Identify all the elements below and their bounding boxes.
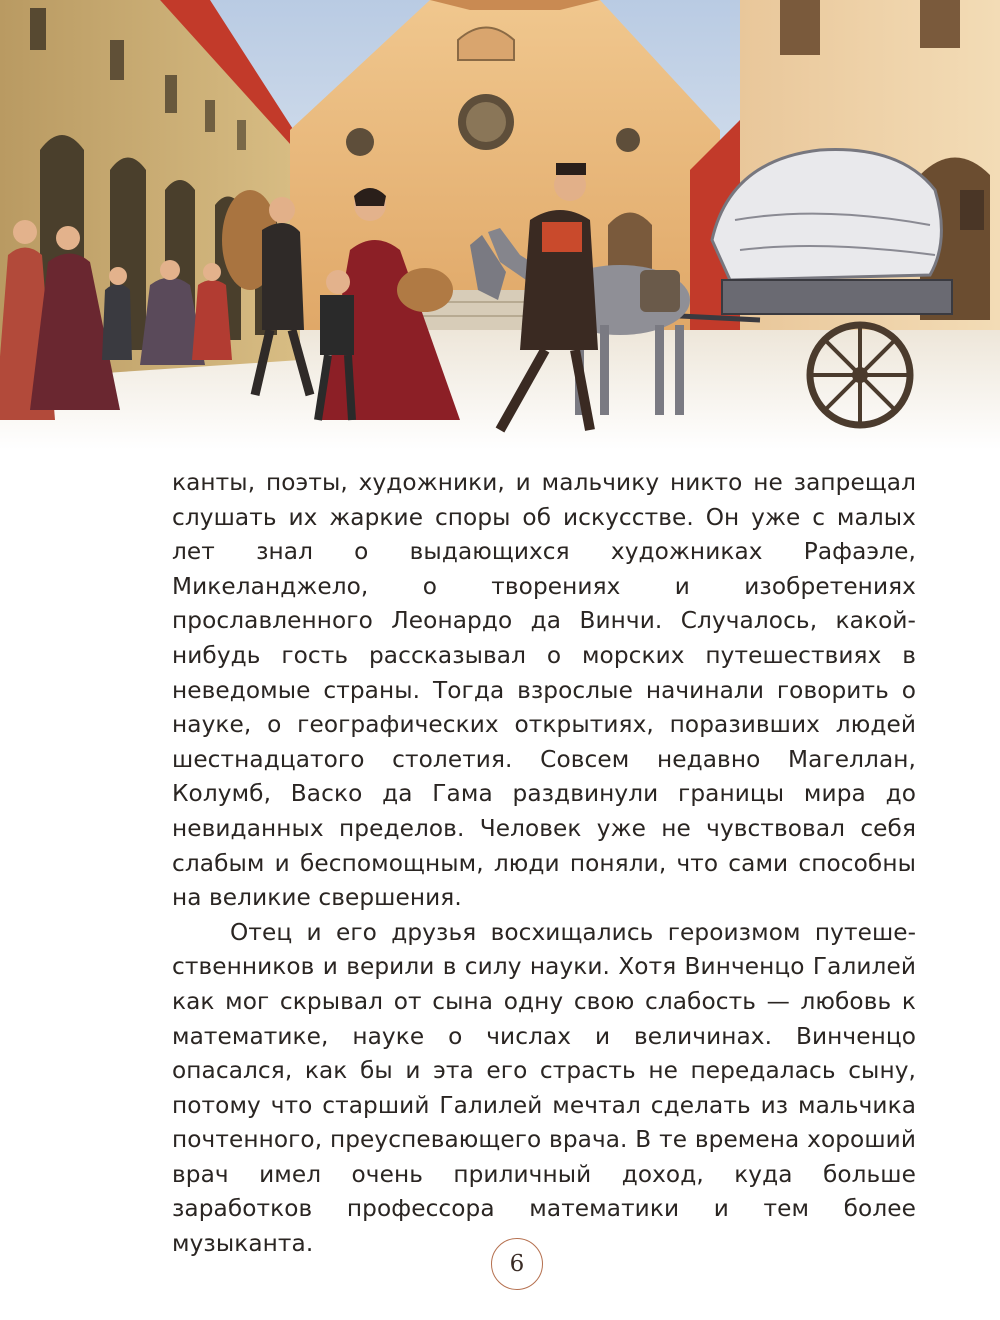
paragraph: канты, поэты, художники, и мальчику никто не запрещал слушать их жаркие споры об искусстве. Он уже с малых лет знал о выдающихся художниках Рафаэле, Микеланджело, о творениях и изобретениях прославленного Леонардо да Винчи. Случалось, какой-нибудь гость рассказывал о морских путешествиях в неведомые страны. Тогда взрослые начинали говорить о науке, о географических открытиях, поразивших людей шестнадцатого столетия. Совсем недавно Магеллан, Колумб, Васко да Гама раздвинули границы мира до невиданных пределов. Человек уже не чувствовал себя слабым и беспомощным, люди поняли, что сами способны на великие свершения. bbox=[172, 469, 916, 912]
page-number: 6 bbox=[491, 1238, 543, 1290]
street-scene-illustration bbox=[0, 0, 1000, 450]
paragraph: Отец и его друзья восхищались героизмом путешественников и верили в силу науки. Хотя Винченцо Галилей как мог скрывал от сына одну свою слабость — любовь к математике, науке о числах и величинах. Винченцо опасался, как бы и эта его страсть не передалась сыну, потому что старший Галилей мечтал сделать из мальчика почтенного, преуспевающего врача. В те времена хороший врач имел очень приличный доход, куда больше заработков профессора математики и тем более музыканта. bbox=[172, 918, 916, 1258]
body-text bbox=[172, 466, 916, 1262]
